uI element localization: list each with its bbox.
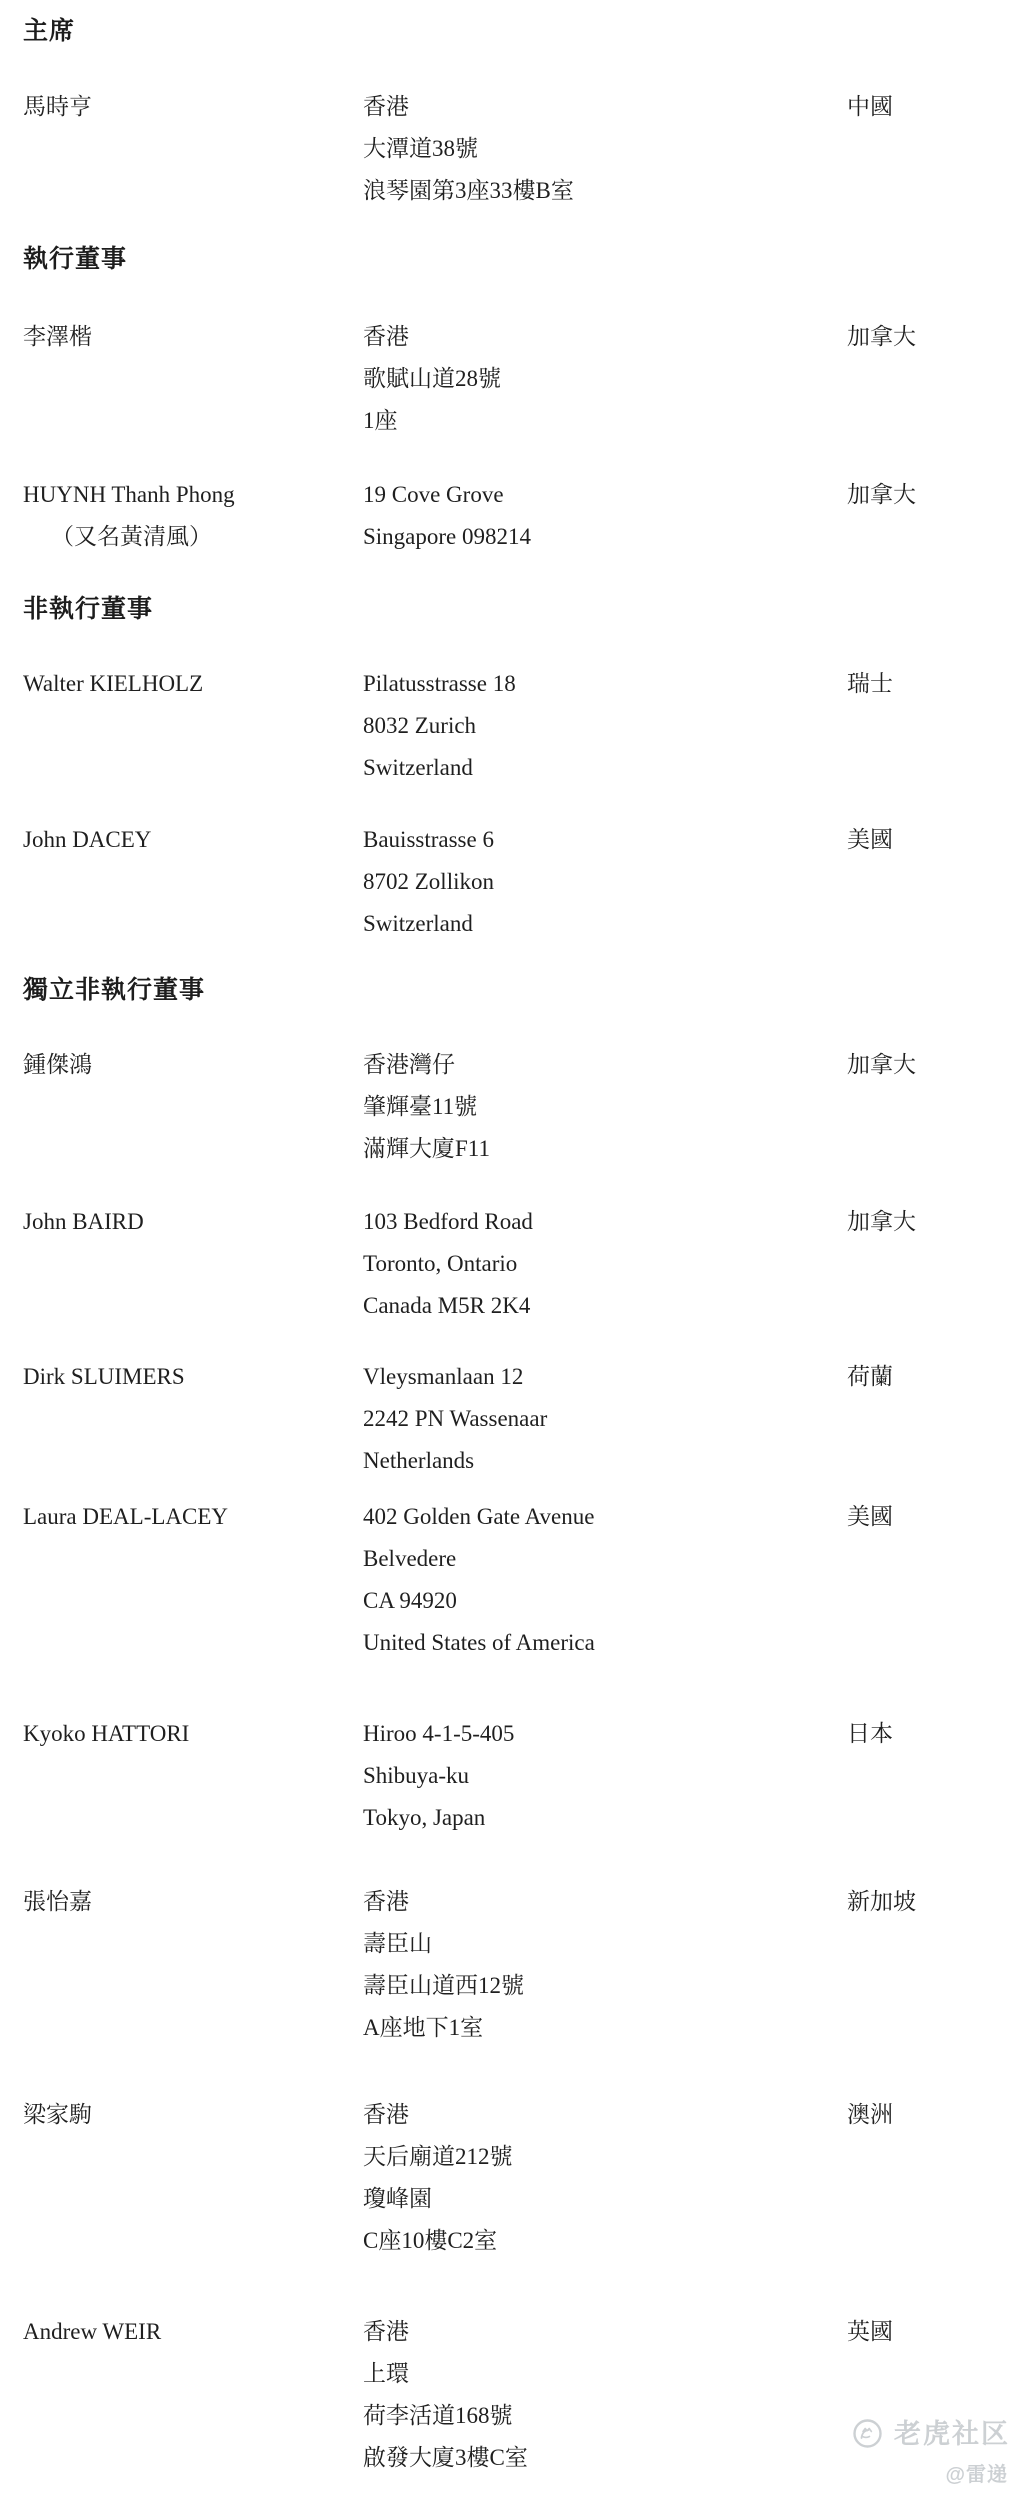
section-title-independent-non-executive-directors: 獨立非執行董事 bbox=[23, 976, 206, 1004]
address-line: 荷李活道168號 bbox=[363, 2403, 513, 2428]
address-line: United States of America bbox=[363, 1630, 595, 1655]
address-line: 壽臣山道西12號 bbox=[363, 1973, 524, 1998]
director-name: John BAIRD bbox=[23, 1209, 144, 1234]
address-line: Switzerland bbox=[363, 911, 473, 936]
address-line: 香港 bbox=[363, 324, 409, 349]
director-name: Walter KIELHOLZ bbox=[23, 671, 204, 696]
director-name: Laura DEAL-LACEY bbox=[23, 1504, 229, 1529]
address-line: Vleysmanlaan 12 bbox=[363, 1364, 524, 1389]
address-line: 2242 PN Wassenaar bbox=[363, 1406, 548, 1431]
address-line: 香港 bbox=[363, 2102, 409, 2127]
address-line: 壽臣山 bbox=[363, 1931, 432, 1956]
address-line: 啟發大廈3樓C室 bbox=[363, 2445, 528, 2470]
watermark-brand: 老虎社区 bbox=[894, 2418, 1010, 2449]
address-line: Pilatusstrasse 18 bbox=[363, 671, 516, 696]
nationality: 加拿大 bbox=[847, 1052, 916, 1077]
address-line: Bauisstrasse 6 bbox=[363, 827, 494, 852]
address-line: Tokyo, Japan bbox=[363, 1805, 486, 1830]
address-line: Belvedere bbox=[363, 1546, 457, 1571]
address-line: 103 Bedford Road bbox=[363, 1209, 533, 1234]
address-line: 香港灣仔 bbox=[363, 1052, 455, 1077]
nationality: 美國 bbox=[847, 1504, 893, 1529]
director-name: 梁家駒 bbox=[23, 2102, 92, 2127]
address-line: 滿輝大廈F11 bbox=[363, 1136, 490, 1161]
address-line: 1座 bbox=[363, 408, 398, 433]
address-line: Singapore 098214 bbox=[363, 524, 532, 549]
address-line: 瓊峰園 bbox=[363, 2186, 432, 2211]
address-line: 歌賦山道28號 bbox=[363, 366, 501, 391]
nationality: 英國 bbox=[847, 2319, 893, 2344]
director-name: 馬時亨 bbox=[23, 94, 92, 119]
nationality: 加拿大 bbox=[847, 482, 916, 507]
address-line: 香港 bbox=[363, 2319, 409, 2344]
director-name: 李澤楷 bbox=[23, 324, 92, 349]
director-name: Dirk SLUIMERS bbox=[23, 1364, 185, 1389]
tiger-community-logo-icon bbox=[852, 2418, 883, 2449]
section-title-executive-directors: 執行董事 bbox=[23, 245, 128, 273]
address-line: Toronto, Ontario bbox=[363, 1251, 518, 1276]
address-line: CA 94920 bbox=[363, 1588, 457, 1613]
address-line: 香港 bbox=[363, 94, 409, 119]
director-name: Kyoko HATTORI bbox=[23, 1721, 190, 1746]
address-line: A座地下1室 bbox=[363, 2015, 484, 2040]
nationality: 瑞士 bbox=[847, 671, 893, 696]
director-alias: （又名黃清風） bbox=[51, 524, 212, 549]
address-line: 天后廟道212號 bbox=[363, 2144, 513, 2169]
section-title-chairman: 主席 bbox=[23, 17, 76, 45]
address-line: Switzerland bbox=[363, 755, 473, 780]
director-name: 張怡嘉 bbox=[23, 1889, 92, 1914]
address-line: Canada M5R 2K4 bbox=[363, 1293, 531, 1318]
address-line: C座10樓C2室 bbox=[363, 2228, 498, 2253]
director-name: 鍾傑鴻 bbox=[23, 1052, 92, 1077]
address-line: Shibuya-ku bbox=[363, 1763, 470, 1788]
address-line: 大潭道38號 bbox=[363, 136, 478, 161]
address-line: 浪琴園第3座33樓B室 bbox=[363, 178, 574, 203]
director-name: John DACEY bbox=[23, 827, 152, 852]
nationality: 荷蘭 bbox=[847, 1364, 893, 1389]
address-line: Netherlands bbox=[363, 1448, 475, 1473]
address-line: 8702 Zollikon bbox=[363, 869, 494, 894]
address-line: Hiroo 4-1-5-405 bbox=[363, 1721, 515, 1746]
section-title-non-executive-directors: 非執行董事 bbox=[23, 595, 154, 623]
director-name: Andrew WEIR bbox=[23, 2319, 162, 2344]
address-line: 香港 bbox=[363, 1889, 409, 1914]
watermark-handle: @雷递 bbox=[945, 2464, 1008, 2486]
director-name: HUYNH Thanh Phong bbox=[23, 482, 235, 507]
nationality: 新加坡 bbox=[847, 1889, 916, 1914]
address-line: 肇輝臺11號 bbox=[363, 1094, 478, 1119]
address-line: 8032 Zurich bbox=[363, 713, 477, 738]
nationality: 中國 bbox=[847, 94, 893, 119]
nationality: 日本 bbox=[847, 1721, 893, 1746]
nationality: 加拿大 bbox=[847, 1209, 916, 1234]
address-line: 402 Golden Gate Avenue bbox=[363, 1504, 595, 1529]
address-line: 19 Cove Grove bbox=[363, 482, 504, 507]
nationality: 澳洲 bbox=[847, 2102, 893, 2127]
watermark bbox=[852, 2418, 1010, 2487]
nationality: 加拿大 bbox=[847, 324, 916, 349]
address-line: 上環 bbox=[363, 2361, 409, 2386]
nationality: 美國 bbox=[847, 827, 893, 852]
